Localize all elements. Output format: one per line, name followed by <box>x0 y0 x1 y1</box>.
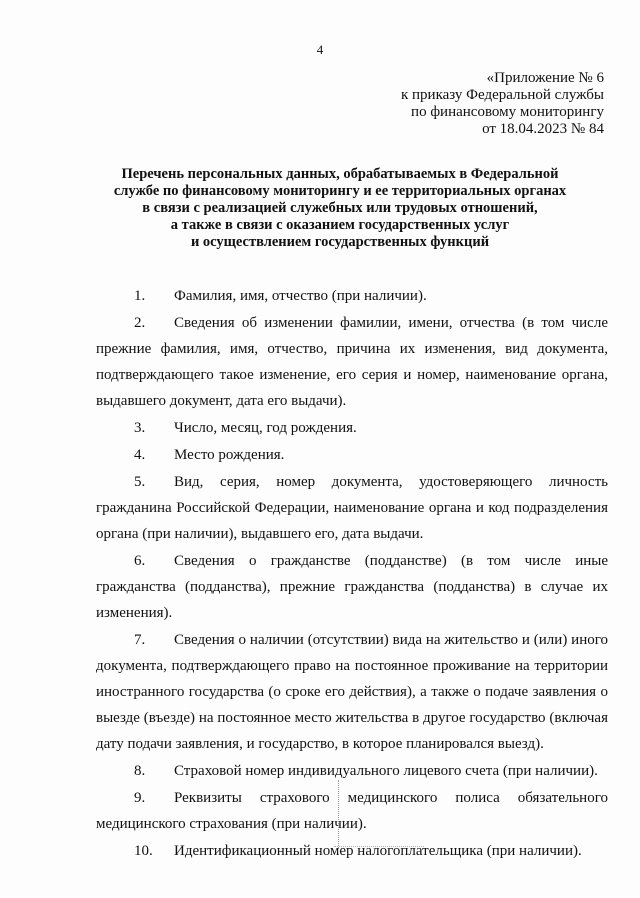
item-text: Идентификационный номер налогоплательщика (при наличии). <box>174 843 582 859</box>
title-line: Перечень персональных данных, обрабатываемых в Федеральной <box>121 166 559 182</box>
title-line: и осуществлением государственных функций <box>190 234 490 250</box>
title-line: а также в связи с оказанием государственных услуг <box>170 217 510 233</box>
item-text: Страховой номер индивидуального лицевого счета (при наличии). <box>174 763 598 779</box>
item-number: 7. <box>134 632 146 648</box>
appendix-line: по финансовому мониторингу <box>411 104 604 120</box>
list-item <box>96 548 608 626</box>
appendix-line: к приказу Федеральной службы <box>400 87 604 103</box>
item-text: Сведения о гражданстве (подданстве) (в том числе иные гражданства (подданства), прежние гражданства (подданства) в случае их изменения). <box>96 553 608 621</box>
scan-artifact-horizontal <box>334 846 424 848</box>
item-number: 2. <box>134 315 146 331</box>
list-item <box>96 469 608 547</box>
scan-artifact-vertical <box>338 780 340 848</box>
item-text: Реквизиты страхового медицинского полиса обязательного медицинского страхования (при наличии). <box>96 790 608 832</box>
item-number: 5. <box>134 474 146 490</box>
list-item <box>96 415 608 441</box>
list-item <box>96 283 608 309</box>
item-number: 8. <box>134 763 146 779</box>
item-number: 4. <box>134 447 146 463</box>
item-text: Вид, серия, номер документа, удостоверяющего личность гражданина Российской Федерации, наименование органа и код подразделения органа (при наличии), выдавшего его, дата выдачи. <box>96 474 608 542</box>
item-text: Сведения об изменении фамилии, имени, отчества (в том числе прежние фамилия, имя, отчество, причина их изменения, вид документа, подтверждающего такое изменение, его серия и номер, наименование органа, выдавшего документ, дата его выдачи). <box>96 315 608 409</box>
title-line: в связи с реализацией служебных или трудовых отношений, <box>142 200 538 216</box>
title-line: службе по финансовому мониторингу и ее территориальных органах <box>113 183 567 199</box>
item-number: 3. <box>134 420 146 436</box>
item-number: 10. <box>134 843 153 859</box>
list-item <box>96 758 608 784</box>
item-number: 1. <box>134 288 146 304</box>
list-item <box>96 785 608 837</box>
page-number: 4 <box>316 42 324 57</box>
list-item <box>96 442 608 468</box>
list-item <box>96 838 608 864</box>
personal-data-list <box>96 283 608 864</box>
item-text: Сведения о наличии (отсутствии) вида на жительство и (или) иного документа, подтверждающего право на постоянное проживание на территории иностранного государства (о сроке его действия), а также о подаче заявления о выезде (въезде) на постоянное место жительства в другое государство (включая дату подачи заявления, и государство, в которое планировался выезд). <box>96 632 608 752</box>
item-number: 9. <box>134 790 146 806</box>
appendix-line: «Приложение № 6 <box>486 70 604 86</box>
document-title <box>60 166 620 251</box>
item-number: 6. <box>134 553 146 569</box>
item-text: Место рождения. <box>174 447 285 463</box>
list-item <box>96 627 608 757</box>
appendix-header <box>344 70 604 138</box>
item-text: Фамилия, имя, отчество (при наличии). <box>174 288 427 304</box>
appendix-line: от 18.04.2023 № 84 <box>482 121 604 137</box>
item-text: Число, месяц, год рождения. <box>174 420 357 436</box>
list-item <box>96 310 608 414</box>
